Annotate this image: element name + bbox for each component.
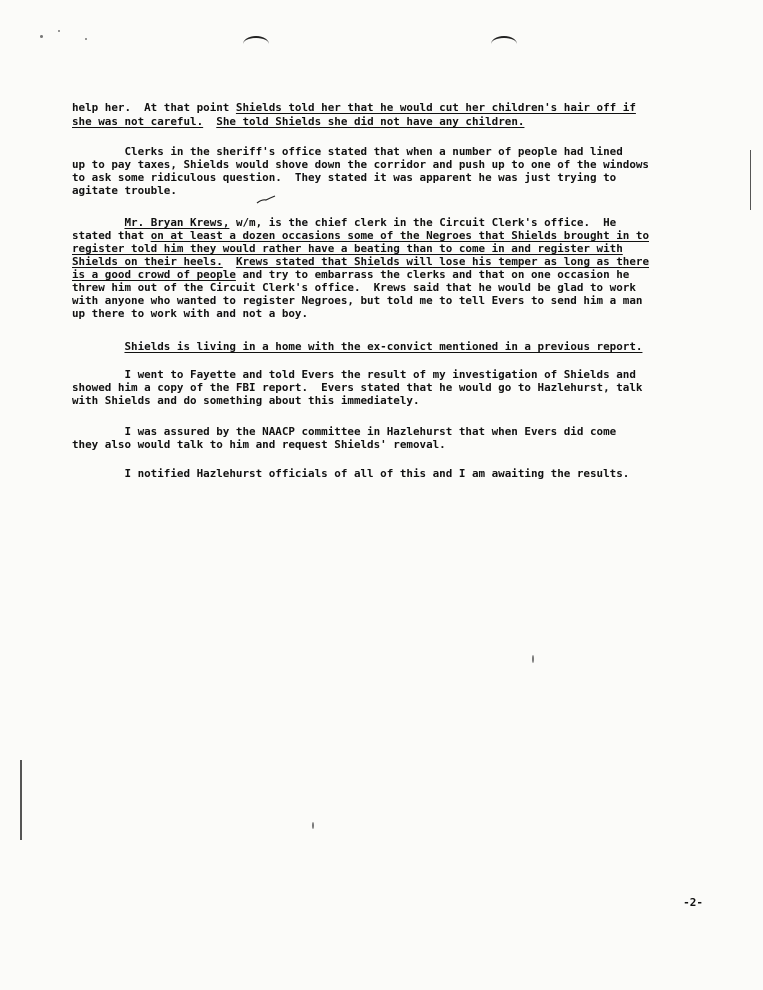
text-line: up to pay taxes, Shields would shove down the corridor and push up to one of the windows (72, 158, 649, 171)
text-line: help her. At that point Shields told her that he would cut her children's hair off if (72, 101, 636, 114)
punch-hole-left (243, 36, 269, 52)
underlined-text: Shields is living in a home with the ex-convict mentioned in a previous report. (124, 340, 643, 353)
scan-edge-mark (20, 760, 22, 840)
scan-speck (85, 38, 87, 40)
text-line: with Shields and do something about this immediately. (72, 394, 420, 407)
scan-speck (40, 35, 43, 38)
text-line (72, 268, 629, 281)
text-line: I went to Fayette and told Evers the result of my investigation of Shields and (72, 368, 636, 381)
text-line: threw him out of the Circuit Clerk's office. Krews said that he would be glad to work (72, 281, 636, 294)
scan-speck (312, 822, 314, 829)
underlined-text: Shields on their heels. (72, 255, 223, 268)
underlined-text: register told him they would rather have a beating than to come in and register with (72, 242, 623, 255)
underlined-text: she was not careful. (72, 115, 204, 128)
text-line: they also would talk to him and request Shields' removal. (72, 438, 446, 451)
scan-speck (532, 655, 534, 663)
text-line: I notified Hazlehurst officials of all of this and I am awaiting the results. (72, 467, 630, 480)
underlined-text: is a good crowd of people (72, 268, 236, 281)
scan-edge-mark (750, 150, 751, 210)
text-line: I was assured by the NAACP committee in Hazlehurst that when Evers did come (72, 425, 617, 438)
text-line (72, 340, 642, 353)
underlined-text: She told Shields she did not have any children. (216, 115, 525, 128)
underlined-text: Krews stated that Shields will lose his temper as long as there (235, 255, 650, 268)
handwritten-mark-icon (256, 195, 276, 205)
text-line: agitate trouble. (72, 184, 177, 197)
text-line: with anyone who wanted to register Negroes, but told me to tell Evers to send him a man (72, 294, 643, 307)
underlined-text: Mr. Bryan Krews, (124, 216, 230, 229)
text-line: to ask some ridiculous question. They stated it was apparent he was just trying to (72, 171, 617, 184)
text-line (72, 115, 524, 128)
page-number: -2- (683, 896, 703, 909)
text-line: up there to work with and not a boy. (72, 307, 309, 320)
text-line: Clerks in the sheriff's office stated that when a number of people had lined (72, 145, 623, 158)
text-line: showed him a copy of the FBI report. Evers stated that he would go to Hazlehurst, talk (72, 381, 643, 394)
text-line (72, 216, 616, 229)
scan-speck (58, 30, 60, 32)
text-line: stated that on at least a dozen occasions some of the Negroes that Shields brought in to (72, 229, 649, 242)
text-segment: w/m, is the chief clerk in the Circuit Clerk's office. He (229, 216, 617, 229)
underlined-text: on at least a dozen occasions some of the Negroes that Shields brought in to (150, 229, 649, 242)
text-line (72, 242, 623, 255)
text-segment: and try to embarrass the clerks and that on one occasion he (235, 268, 630, 281)
underlined-text: Shields told her that he would cut her children's hair off if (235, 101, 636, 114)
text-line (72, 255, 649, 268)
punch-hole-right (491, 36, 517, 52)
